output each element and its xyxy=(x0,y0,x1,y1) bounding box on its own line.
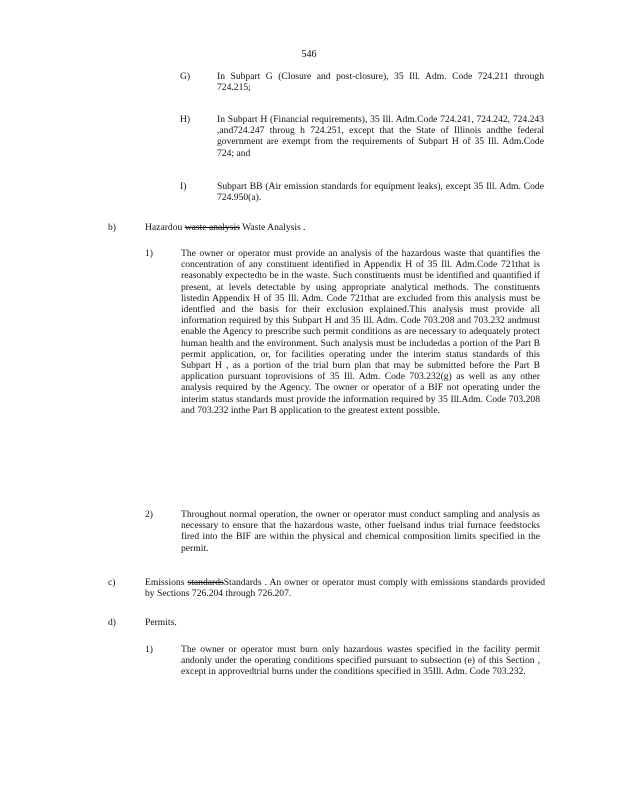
heading-text: Hazardou xyxy=(145,222,183,233)
text-before: Emissions xyxy=(145,577,185,588)
item-marker: c) xyxy=(108,577,116,588)
item-text: Subpart BB (Air emission standards for equipment leaks), except 35 Ill. Adm. Code 724.950(a). xyxy=(217,181,544,204)
page-number: 546 xyxy=(301,49,317,60)
item-text: Permits. xyxy=(145,617,177,628)
item-marker: 1) xyxy=(145,248,153,259)
item-marker: 2) xyxy=(145,509,153,520)
item-text: In Subpart G (Closure and post-closure), 35 Ill. Adm. Code 724.211 through 724.215; xyxy=(217,71,544,94)
item-marker: I) xyxy=(180,181,187,192)
item-marker: G) xyxy=(180,71,191,82)
item-text: Throughout normal operation, the owner or operator must conduct sampling and analysis as necessary to ensure that the hazardous waste, other fuelsand indus trial furnace feedstocks fired into the BIF are within the physical and chemical composition limits specified in the permit. xyxy=(181,509,540,554)
item-text: The owner or operator must provide an analysis of the hazardous waste that quantifies the concentration of any constituent identified in Appendix H of 35 Ill. Adm.Code 721that is reasonably expectedto be in the waste. Such constituents must be identified and quantified if present, at levels detectable by using appropriate analytical methods. The constituents listedin Appendix H of 35 Ill. Adm. Code 721that are excluded from this analysis must be identfied and the basis for their exclusion explained.This analysis must provide all information required by this Subpart H and 35 Ill. Adm. Code 703.208 and 703.232 andmust enable the Agency to prescribe such permit conditions as are necessary to adequately protect human health and the environment. Such analysis must be includedas a portion of the Part B permit application, or, for facilities operating under the interim status standards of this Subpart H , as a portion of the trial burn plan that may be submitted before the Part B application pursuant toprovisions of 35 Ill. Adm. Code 703.232(g) as well as any other analysis required by the Agency. The owner or operator of a BIF not operating under the interim status standards must provide the information required by 35 Ill.Adm. Code 703.208 and 703.232 inthe Part B application to the greatest extent possible. xyxy=(181,248,540,416)
struck-text: waste analysis xyxy=(184,222,240,233)
item-text xyxy=(145,577,545,599)
struck-text: standards xyxy=(187,577,224,588)
inserted-text: Waste Analysis . xyxy=(242,222,306,233)
item-marker: 1) xyxy=(145,644,153,655)
item-marker: H) xyxy=(180,114,191,125)
item-text: The owner or operator must burn only hazardous wastes specified in the facility permit andonly under the operating conditions specified pursuant to subsection (e) of this Section , except in approvedtrial burns under the conditions specified in 35Ill. Adm. Code 703.232. xyxy=(181,644,540,678)
item-marker: d) xyxy=(108,617,116,628)
item-text xyxy=(145,222,545,233)
item-marker: b) xyxy=(108,222,116,233)
text-after: Standards . An owner or operator must comply with emissions standards provided by Sections 726.204 through 726.207. xyxy=(145,577,545,600)
item-text: In Subpart H (Financial requirements), 35 Ill. Adm.Code 724.241, 724.242, 724.243 ,and724.247 throug h 724.251, except that the State of Illinois andthe federal government are exempt from the requirements of Subpart H of 35 Ill. Adm.Code 724; and xyxy=(217,114,544,159)
